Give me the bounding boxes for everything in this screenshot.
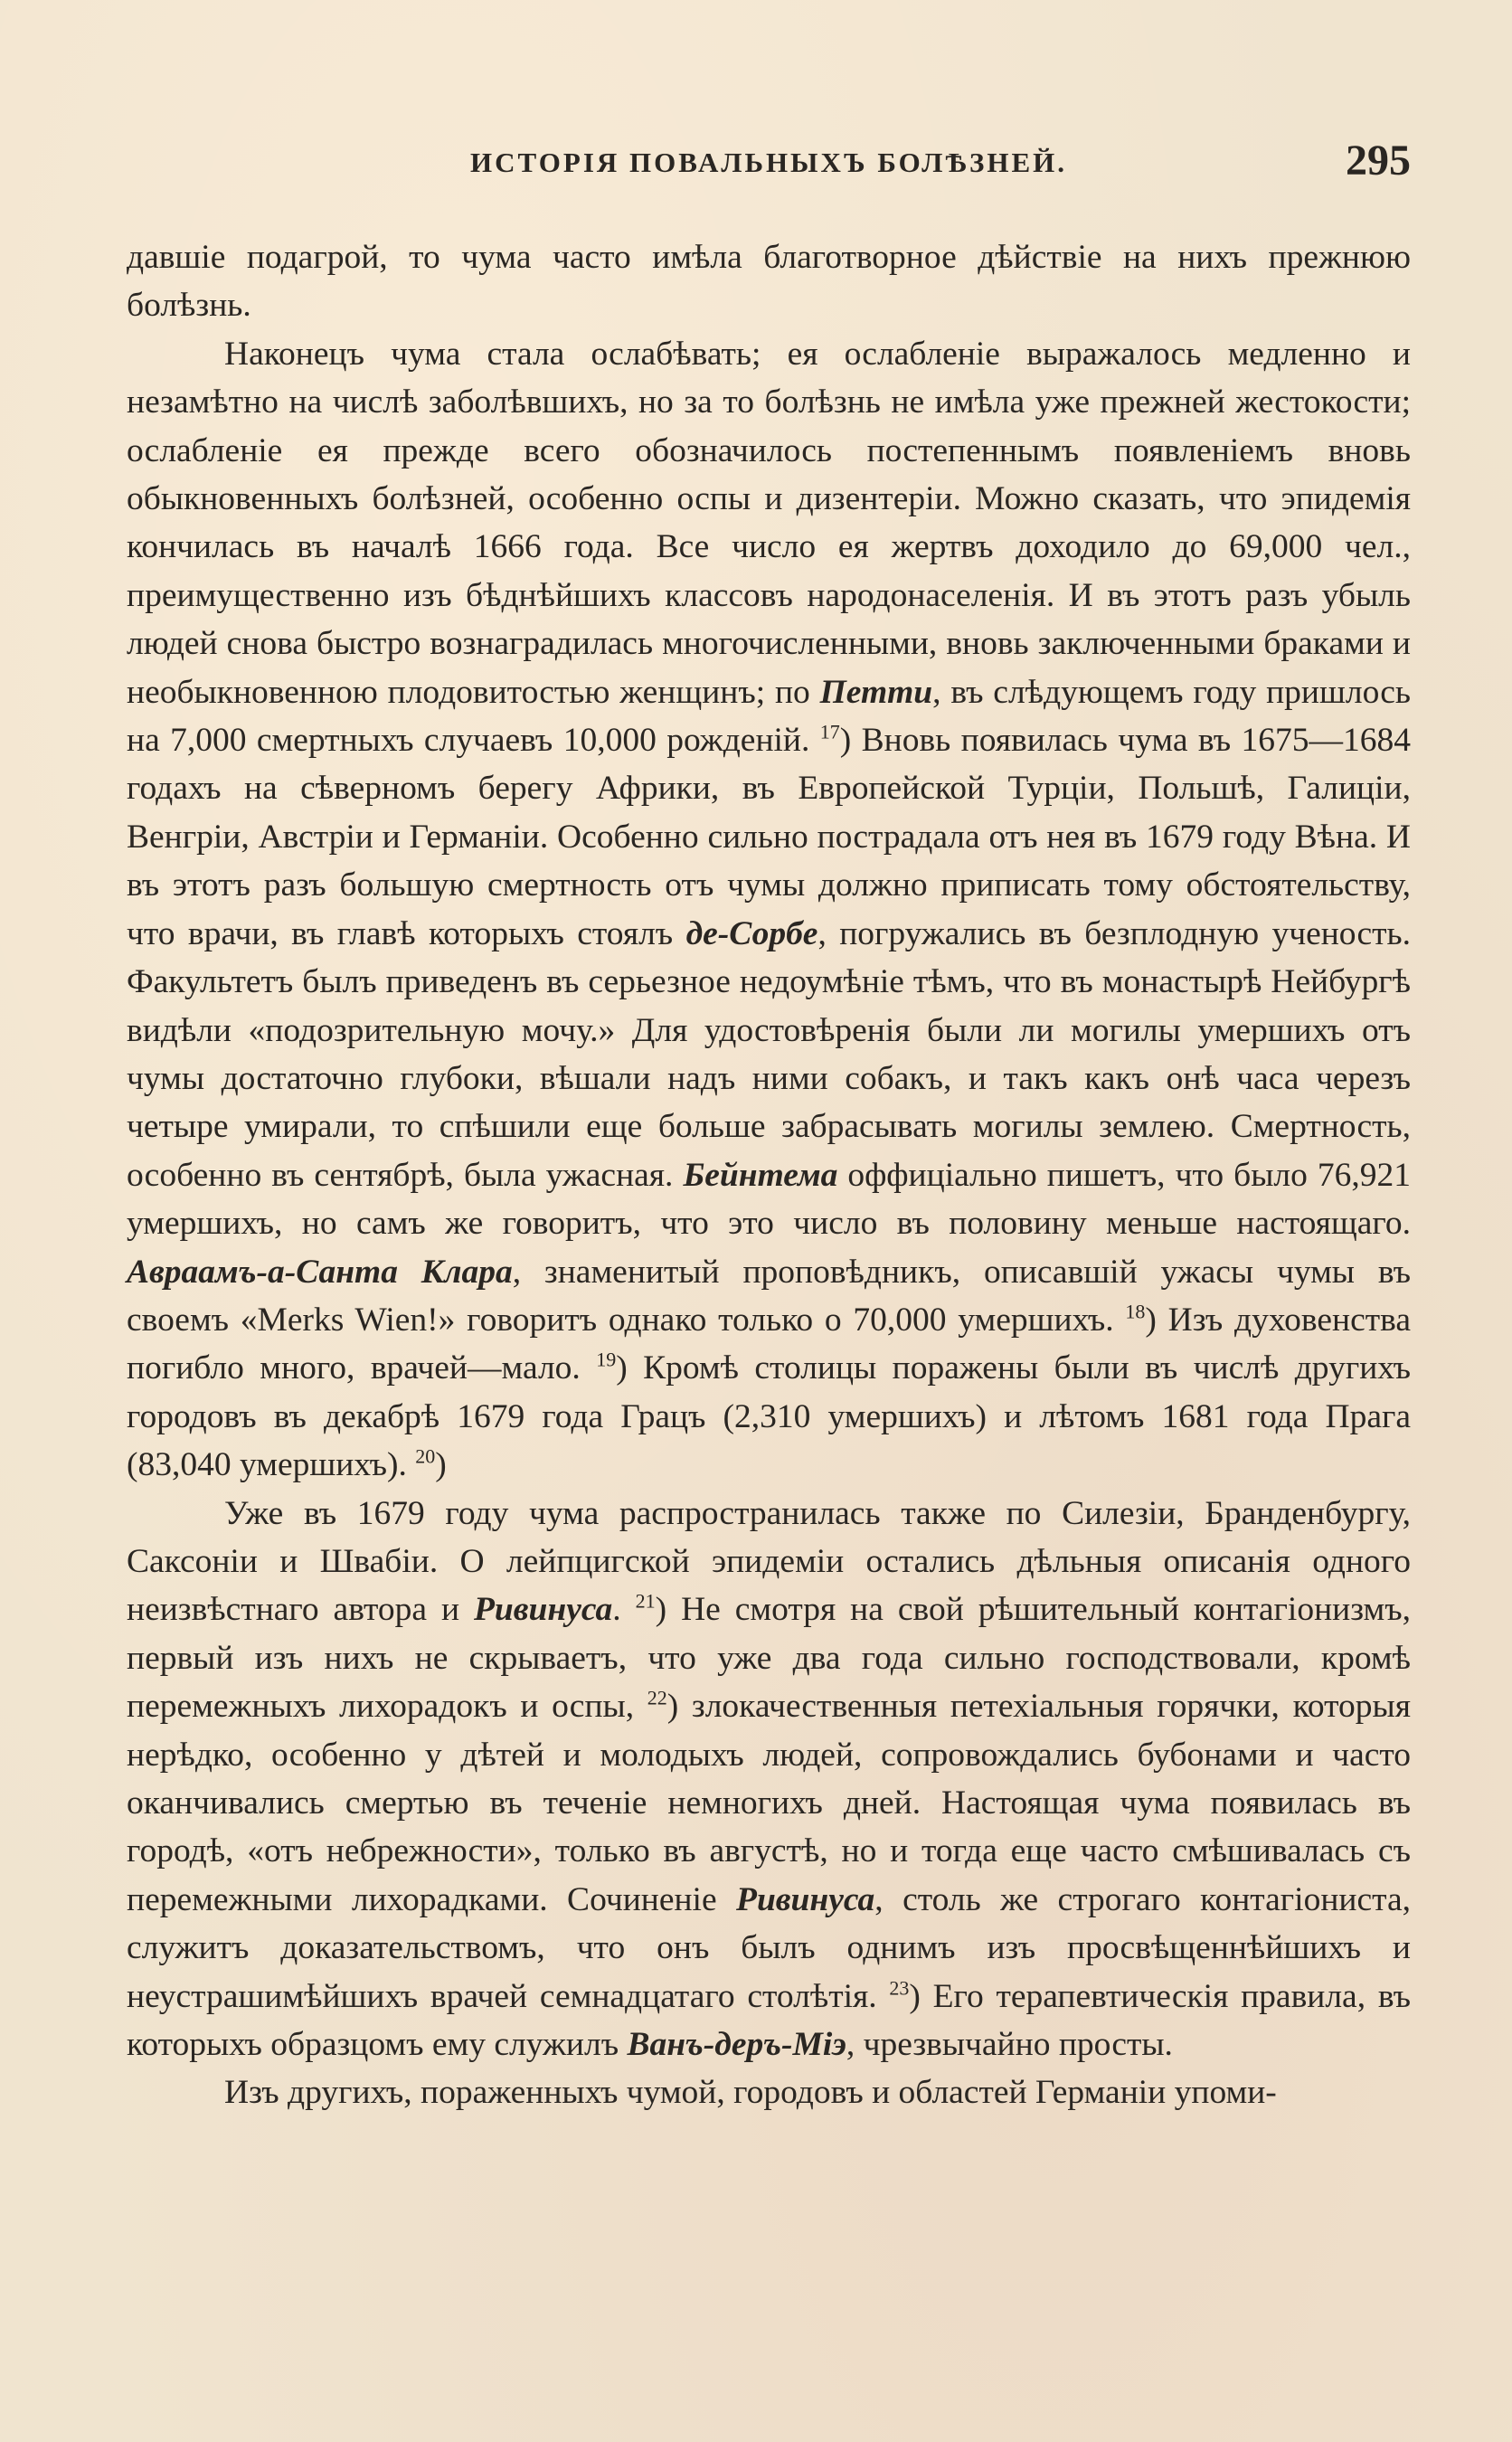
person-name: де-Сорбе	[685, 914, 818, 952]
person-name: Авраамъ-а-Санта Клара	[127, 1253, 513, 1291]
page-header	[127, 136, 1411, 190]
text-run: ) Кромѣ столицы поражены были въ числѣ другихъ городовъ въ декабрѣ 1679 года Грацъ (2,310 умершихъ) и лѣтомъ 1681 года Прага (83,040 умершихъ).	[127, 1349, 1411, 1484]
person-name: Ривинуса	[474, 1591, 613, 1629]
footnote-ref: 21	[635, 1589, 656, 1613]
text-run: )	[435, 1446, 447, 1484]
text-run: , чрезвычайно просты.	[846, 2026, 1173, 2064]
paragraph	[127, 233, 1411, 330]
footnote-ref: 23	[889, 1976, 910, 2000]
paragraph	[127, 2068, 1411, 2116]
footnote-ref: 22	[647, 1686, 667, 1709]
person-name: Бейнтема	[683, 1156, 838, 1194]
text-run: оффиціально пишетъ, что было 76,921 умершихъ, но самъ же говоритъ, что это число въ половину меньше настоящаго.	[127, 1156, 1411, 1243]
text-run: ) Не смотря на свой рѣшительный контагіонизмъ, первый изъ нихъ не скрываетъ, что уже два года сильно господствовали, кромѣ перемежныхъ лихорадокъ и оспы,	[127, 1591, 1412, 1726]
text-run: .	[612, 1591, 636, 1629]
text-run: ) Вновь появилась чума въ 1675—1684 годахъ на сѣверномъ берегу Африки, въ Европейской Турціи, Польшѣ, Галиціи, Венгріи, Австріи и Германіи. Особенно сильно пострадала отъ нея въ 1679 году Вѣна. И въ этотъ разъ большую смертность отъ чумы должно приписать тому обстоятельству, что врачи, въ главѣ которыхъ стоялъ	[127, 722, 1411, 952]
footnote-ref: 18	[1125, 1300, 1146, 1323]
text-run: давшіе подагрой, то чума часто имѣла благотворное дѣйствіе на нихъ прежнюю болѣзнь.	[127, 239, 1411, 325]
text-run: Изъ другихъ, пораженныхъ чумой, городовъ и областей Германіи упоми-	[224, 2074, 1277, 2112]
body-text	[127, 233, 1411, 2117]
paragraph	[127, 330, 1411, 1490]
footnote-ref: 19	[596, 1348, 617, 1371]
text-run: ) Изъ духовенства погибло много, врачей—мало.	[127, 1301, 1411, 1387]
person-name: Ванъ-деръ-Міэ	[627, 2026, 846, 2064]
text-run: ) Его терапевтическія правила, въ которыхъ образцомъ ему служилъ	[127, 1977, 1411, 2064]
text-run: , въ слѣдующемъ году пришлось на 7,000 смертныхъ случаевъ 10,000 рожденій.	[127, 673, 1411, 760]
running-title: ИСТОРІЯ ПОВАЛЬНЫХЪ БОЛѢЗНЕЙ.	[470, 147, 1067, 178]
person-name: Петти	[819, 673, 933, 711]
paragraph	[127, 1490, 1411, 2069]
text-run: , знаменитый проповѣдникъ, описавшій ужасы чумы въ своемъ «Merks Wien!» говоритъ однако только о 70,000 умершихъ.	[127, 1253, 1412, 1339]
footnote-ref: 20	[415, 1444, 436, 1468]
text-run: Наконецъ чума стала ослабѣвать; ея ослабленіе выражалось медленно и незамѣтно на числѣ заболѣвшихъ, но за то болѣзнь не имѣла уже прежней жестокости; ослабленіе ея прежде всего обозначилось постепеннымъ появленіемъ вновь обыкновенныхъ болѣзней, особенно оспы и дизентеріи. Можно сказать, что эпидемія кончилась въ началѣ 1666 года. Все число ея жертвъ доходило до 69,000 чел., преимущественно изъ бѣднѣйшихъ классовъ народонаселенія. И въ этотъ разъ убыль людей снова быстро вознаградилась многочисленными, вновь заключенными браками и необыкновенною плодовитостью женщинъ; по	[127, 335, 1411, 711]
person-name: Ривинуса	[736, 1880, 875, 1918]
text-run: Уже въ 1679 году чума распространилась также по Силезіи, Бранденбургу, Саксоніи и Швабіи. О лейпцигской эпидеміи остались дѣльныя описанія одного неизвѣстнаго автора и	[127, 1494, 1411, 1629]
text-run: , столь же строгаго контагіониста, служитъ доказательствомъ, что онъ былъ однимъ изъ просвѣщеннѣйшихъ и неустрашимѣйшихъ врачей семнадцатаго столѣтія.	[127, 1880, 1411, 2015]
text-run: , погружались въ безплодную ученость. Факультетъ былъ приведенъ въ серьезное недоумѣніе тѣмъ, что въ монастырѣ Нейбургѣ видѣли «подозрительную мочу.» Для удостовѣренія были ли могилы умершихъ отъ чумы достаточно глубоки, вѣшали надъ ними собакъ, и такъ какъ онѣ часа черезъ четыре умирали, то спѣшили еще больше забрасывать могилы землею. Смертность, особенно въ сентябрѣ, была ужасная.	[127, 914, 1411, 1194]
text-run: ) злокачественныя петехіальныя горячки, которыя нерѣдко, особенно у дѣтей и молодыхъ людей, сопровождались бубонами и часто оканчивались смертью въ теченіе немногихъ дней. Настоящая чума появилась въ городѣ, «отъ небрежности», только въ августѣ, но и тогда еще часто смѣшивалась съ перемежными лихорадками. Сочиненіе	[127, 1688, 1411, 1918]
page-number: 295	[1346, 137, 1411, 185]
footnote-ref: 17	[819, 720, 840, 743]
